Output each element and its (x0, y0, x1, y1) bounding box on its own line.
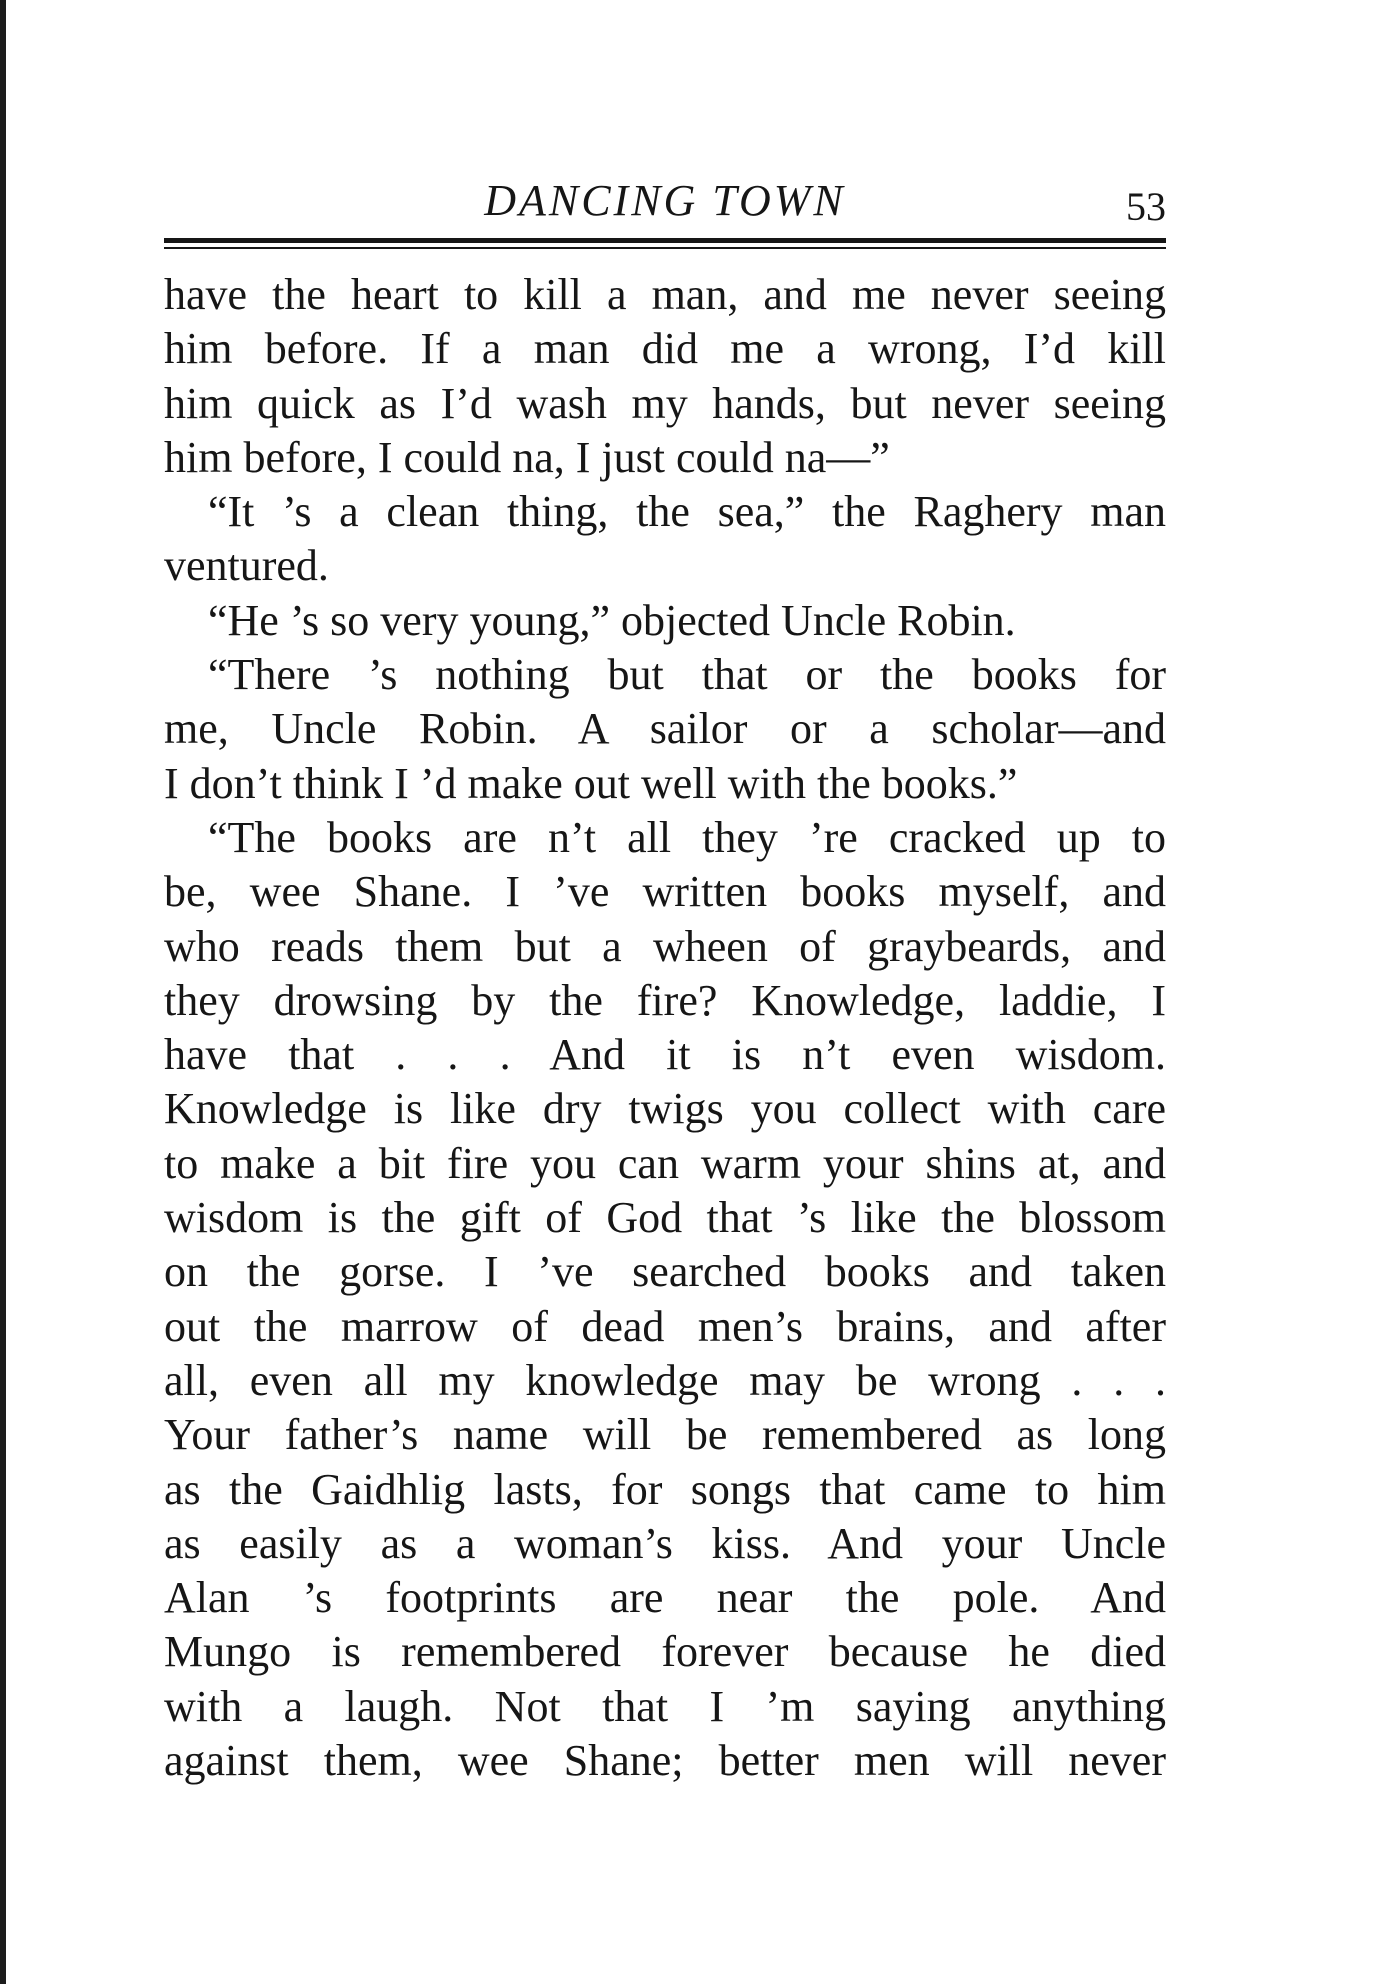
text-line: as easily as a woman’s kiss. And your Uncle (164, 1518, 1166, 1568)
text-line: to make a bit fire you can warm your shins at, and (164, 1138, 1166, 1188)
text-line: “The books are n’t all they ’re cracked up to (208, 812, 1166, 862)
body-text (164, 268, 1166, 1788)
text-line: me, Uncle Robin. A sailor or a scholar—and (164, 704, 1166, 754)
page-header (164, 168, 1166, 230)
text-line: have the heart to kill a man, and me never seeing (164, 270, 1166, 319)
text-line: they drowsing by the fire? Knowledge, laddie, I (164, 975, 1166, 1025)
text-line: be, wee Shane. I ’ve written books myself, and (164, 867, 1166, 917)
text-line: on the gorse. I ’ve searched books and taken (164, 1247, 1166, 1297)
text-line: him before, I could na, I just could na—” (164, 432, 890, 482)
header-rule-thick (164, 238, 1166, 243)
text-line: wisdom is the gift of God that ’s like the blossom (164, 1193, 1166, 1243)
text-line: Knowledge is like dry twigs you collect with care (164, 1084, 1166, 1134)
running-title: DANCING TOWN (484, 176, 846, 225)
text-line: against them, wee Shane; better men will never (164, 1736, 1166, 1786)
text-line: ventured. (164, 541, 329, 591)
text-line: Mungo is remembered forever because he died (164, 1627, 1166, 1677)
text-line: Your father’s name will be remembered as long (164, 1410, 1166, 1460)
text-line: out the marrow of dead men’s brains, and after (164, 1301, 1166, 1351)
text-line: as the Gaidhlig lasts, for songs that came to him (164, 1464, 1166, 1514)
text-line: I don’t think I ’d make out well with the books.” (164, 758, 1018, 808)
text-line: all, even all my knowledge may be wrong . . . (164, 1355, 1166, 1405)
text-line: “It ’s a clean thing, the sea,” the Raghery man (208, 487, 1166, 537)
text-line: him before. If a man did me a wrong, I’d kill (164, 324, 1166, 374)
text-line: who reads them but a wheen of graybeards, and (164, 921, 1166, 971)
text-line: “He ’s so very young,” objected Uncle Robin. (208, 595, 1016, 645)
scan-edge (0, 0, 6, 1984)
text-line: him quick as I’d wash my hands, but never seeing (164, 378, 1166, 428)
text-line: “There ’s nothing but that or the books for (208, 650, 1166, 700)
text-line: have that . . . And it is n’t even wisdom. (164, 1030, 1166, 1080)
text-line: with a laugh. Not that I ’m saying anything (164, 1681, 1166, 1731)
text-line: Alan ’s footprints are near the pole. And (164, 1573, 1166, 1623)
page-number: 53 (1126, 184, 1166, 229)
header-rule-thin (164, 247, 1166, 249)
